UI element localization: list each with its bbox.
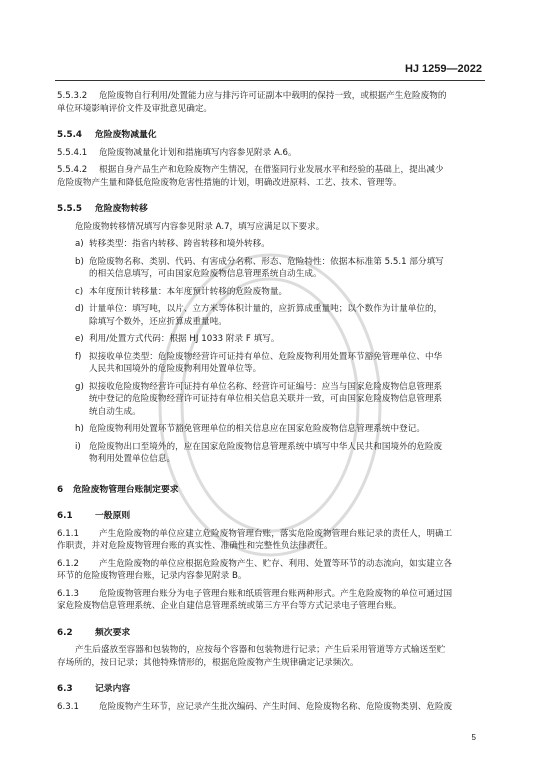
list-item-text: 危险废物利用处置环节豁免管理单位的相关信息应在国家危险废物信息管理系统中登记。 — [89, 424, 425, 434]
clause-number: 6.3.1 — [57, 701, 79, 712]
clause — [57, 588, 485, 613]
clause-number: 5.5.4.1 — [57, 147, 88, 158]
section-number: 5.5.5 — [57, 204, 83, 214]
clause-number: 6.1.1 — [57, 528, 79, 539]
list-item-text: 本年度预计转移量：本年度预计转移的危险废物量。 — [89, 286, 288, 297]
list-item — [57, 238, 485, 251]
clause-text: 根据自身产品生产和危险废物产生情况，在借鉴同行业发展水平和经验的基础上，提出减少 — [99, 165, 444, 175]
list-item-text: 危险废物出口至境外的，应在国家危险废物信息管理系统中填写中华人民共和国境外的危险废 — [89, 441, 443, 452]
clause-text: 危险废物产生环节，应记录产生批次编码、产生时间、危险废物名称、危险废物类别、危险废 — [99, 701, 453, 712]
clause-line: 单位环境影响评价文件及审批意见确定。 — [57, 103, 213, 114]
list-item-line — [57, 453, 485, 466]
section-number: 6.1 — [57, 511, 73, 521]
list-item-line — [57, 381, 485, 394]
list-item — [57, 333, 485, 346]
section-number: 6 — [57, 484, 64, 495]
clause — [57, 147, 485, 160]
list-item-line — [57, 441, 485, 454]
clause-text: 危险废物管理台账分为电子管理台账和纸质管理台账两种形式。产生危险废物的单位可通过国 — [99, 588, 453, 599]
clause-line: 作职责，并对危险废物管理台账的真实性、准确性和完整性负法律责任。 — [57, 541, 333, 551]
clause-line: 家危险废物信息管理系统、企业自建信息管理系统或第三方平台等方式记录电子管理台账。 — [57, 601, 402, 611]
list-item-line — [57, 423, 485, 436]
clause — [57, 558, 485, 583]
clause-line — [57, 588, 485, 601]
list-item-line — [57, 406, 485, 419]
list-marker: h) — [75, 424, 84, 434]
document-body — [57, 90, 485, 718]
list-item-line — [57, 256, 485, 269]
list-item — [57, 351, 485, 376]
list-item-line — [57, 333, 485, 346]
list-item-text: 利用/处置方式代码：根据 HJ 1033 附录 F 填写。 — [89, 334, 280, 344]
clause-text: 产生危险废物的单位应根据危险废物产生、贮存、利用、处置等环节的动态流向，如实建立各 — [99, 558, 453, 569]
clause-number: 5.5.3.2 — [57, 91, 88, 101]
list-marker: a) — [75, 239, 84, 249]
paragraph-line: 危险废物转移情况填写内容参见附录 A.7，填写应满足以下要求。 — [75, 221, 325, 232]
paragraph — [57, 644, 485, 669]
section-title: 危险废物减量化 — [95, 130, 157, 140]
clause — [57, 701, 485, 714]
section-heading — [57, 203, 485, 216]
clause-text: 危险废物自行利用/处置能力应与排污许可证副本中载明的保持一致，或根据产生危险废物的 — [99, 91, 447, 101]
list-item — [57, 423, 485, 436]
section-title: 一般原则 — [95, 511, 131, 521]
clause-line — [57, 558, 485, 571]
clause-line — [57, 147, 485, 160]
section-title: 频次要求 — [95, 627, 131, 638]
paragraph-line: 产生后盛放至容器和包装物的，应按每个容器和包装物进行记录；产生后采用管道等方式输送至贮 — [75, 645, 446, 655]
clause-number: 5.5.4.2 — [57, 165, 88, 175]
section-title: 危险废物转移 — [95, 204, 148, 214]
list-item-text: 除填写个数外，还应折算成重量吨。 — [89, 316, 227, 327]
clause-number: 6.1.2 — [57, 558, 79, 569]
list-item-line — [57, 268, 485, 281]
chapter-heading — [57, 484, 485, 497]
clause — [57, 528, 485, 553]
list-item-text: 统中登记的危险废物经营许可证持有单位相关信息关联并一致，可由国家危险废物信息管理系 — [89, 394, 443, 404]
clause-line — [57, 701, 485, 714]
list-marker: b) — [75, 256, 84, 267]
list-marker: i) — [75, 441, 81, 452]
section-title: 危险废物管理台账制定要求 — [73, 484, 179, 495]
list-marker: g) — [75, 381, 84, 392]
clause — [57, 164, 485, 189]
section-number: 6.2 — [57, 627, 73, 638]
clause-line — [57, 164, 485, 177]
list-item-line — [57, 351, 485, 364]
list-item-text: 转移类型：指省内转移、跨省转移和境外转移。 — [89, 239, 270, 249]
clause-text: 危险废物减量化计划和措施填写内容参见附录 A.6。 — [99, 147, 297, 158]
paragraph — [57, 221, 485, 234]
list-item-text: 拟接收危险废物经营许可证持有单位名称、经营许可证编号：应当与国家危险废物信息管理系 — [89, 381, 443, 392]
list-item-line — [57, 238, 485, 251]
section-title: 记录内容 — [95, 684, 131, 694]
section-heading — [57, 510, 485, 523]
list-item-line — [57, 363, 485, 376]
header-rule — [55, 80, 485, 81]
clause-line — [57, 528, 485, 541]
list-item-text: 物利用处置单位信息。 — [89, 454, 176, 464]
list-item-text: 统自动生成。 — [89, 406, 141, 417]
list-item-line — [57, 303, 485, 316]
section-heading — [57, 627, 485, 640]
list-marker: d) — [75, 304, 84, 314]
page-number: 5 — [471, 733, 476, 742]
list-item-text: 人民共和国境外的危险废物利用处置单位等。 — [89, 364, 262, 374]
list-item — [57, 286, 485, 299]
standard-code: HJ 1259—2022 — [404, 63, 482, 75]
list-item-text: 的相关信息填写，可由国家危险废物信息管理系统自动生成。 — [89, 269, 322, 279]
clause — [57, 90, 485, 115]
section-number: 5.5.4 — [57, 130, 83, 140]
paragraph-line: 存场所的，按日记录；其他特殊情形的，根据危险废物产生规律确定记录频次。 — [57, 657, 359, 668]
list-item-line — [57, 286, 485, 299]
list-marker: f) — [75, 351, 82, 362]
list-item — [57, 381, 485, 419]
list-item-text: 计量单位：填写吨，以片、立方米等体积计量的，应折算成重量吨；以个数作为计量单位的， — [89, 304, 443, 314]
list-item — [57, 303, 485, 328]
list-item-line — [57, 316, 485, 329]
list-marker: e) — [75, 334, 84, 344]
list-marker: c) — [75, 286, 84, 297]
section-heading — [57, 683, 485, 696]
clause-line: 危险废物产生量和降低危险废物危害性措施的计划，明确改进原料、工艺、技术、管理等。 — [57, 177, 402, 188]
clause-number: 6.1.3 — [57, 588, 79, 599]
section-number: 6.3 — [57, 684, 73, 694]
list-item — [57, 256, 485, 281]
clause-text: 产生危险废物的单位应建立危险废物管理台账，落实危险废物管理台账记录的责任人，明确工 — [99, 528, 453, 539]
list-item-text: 危险废物名称、类别、代码、有害成分名称、形态、危险特性：依据本标准第 5.5.1 部分填写 — [89, 256, 444, 267]
clause-line — [57, 90, 485, 103]
section-heading — [57, 129, 485, 142]
list-item-text: 拟接收单位类型：危险废物经营许可证持有单位、危险废物利用处置环节豁免管理单位、中华 — [89, 351, 443, 362]
list-item — [57, 441, 485, 466]
clause-line: 环节的危险废物管理台账，记录内容参见附录 B。 — [57, 571, 247, 581]
list-item-line — [57, 393, 485, 406]
